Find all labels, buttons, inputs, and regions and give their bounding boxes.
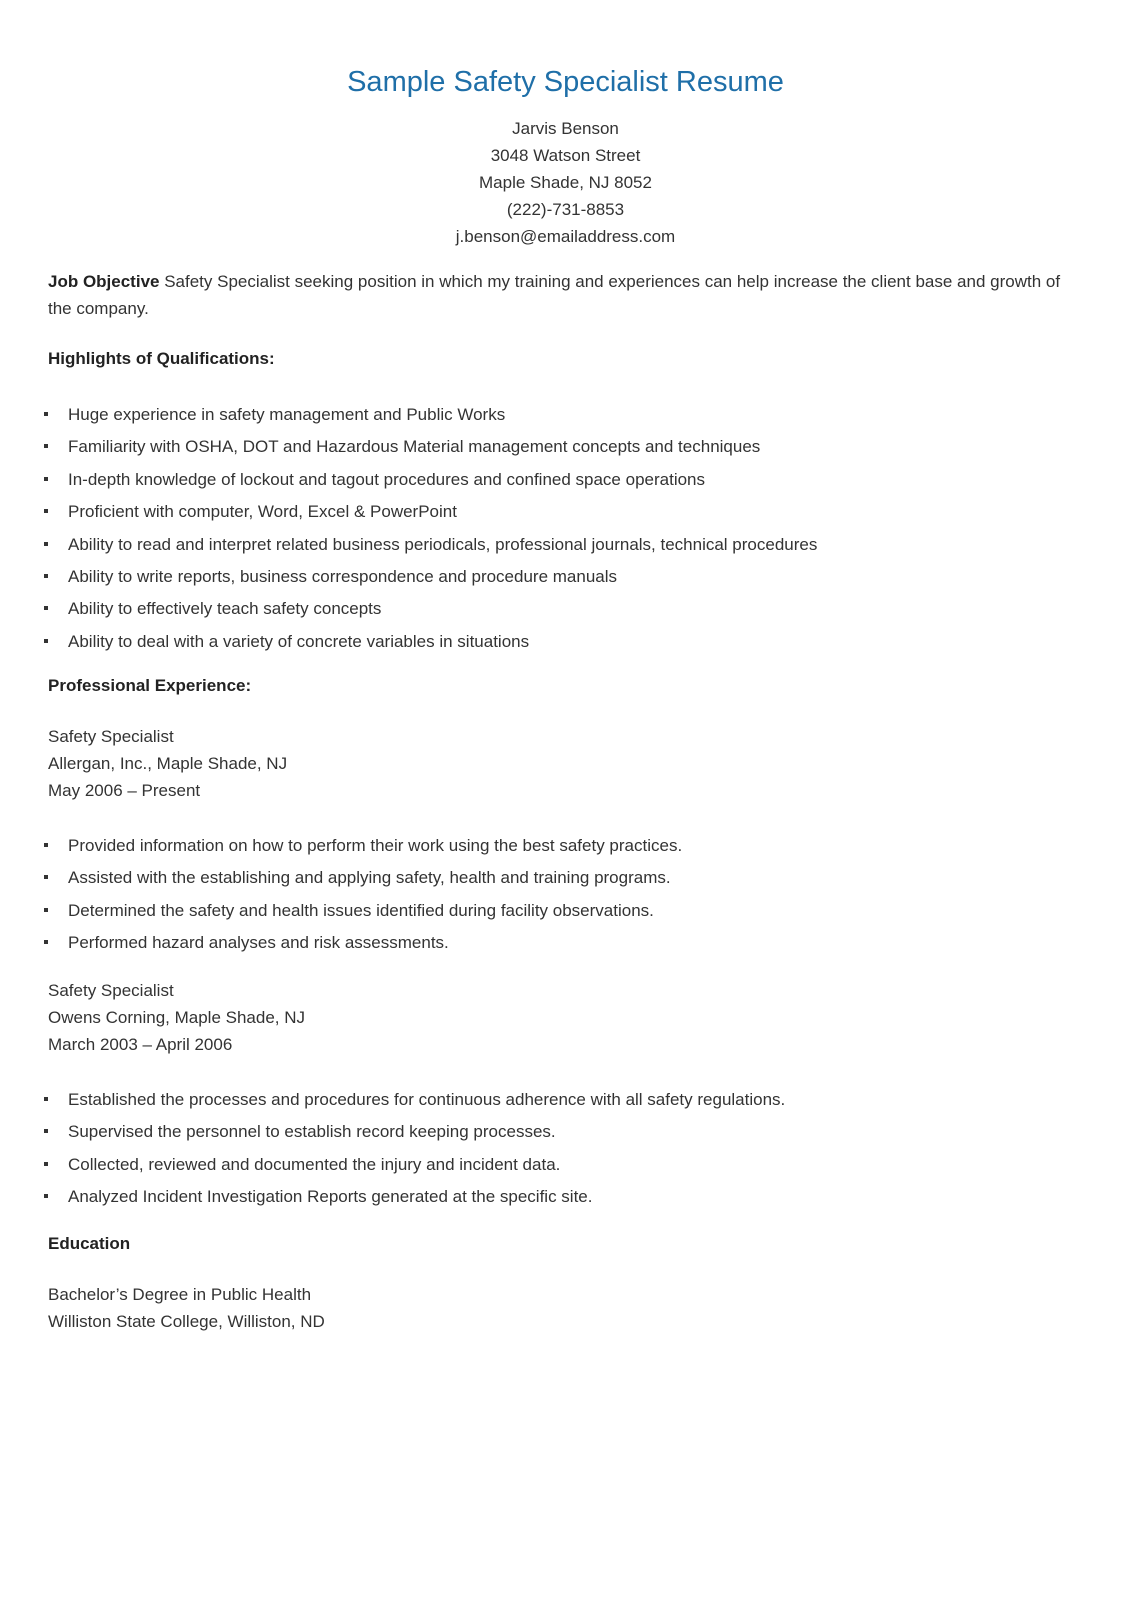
job-2-duties bbox=[44, 1086, 1084, 1216]
list-item-text: Supervised the personnel to establish record keeping processes. bbox=[68, 1122, 556, 1142]
list-item-text: Ability to deal with a variety of concrete variables in situations bbox=[68, 631, 530, 651]
bullet-icon bbox=[44, 1097, 48, 1101]
list-item-text: Proficient with computer, Word, Excel & PowerPoint bbox=[68, 502, 457, 522]
job-2-title: Safety Specialist bbox=[48, 981, 174, 1000]
highlights-list bbox=[44, 401, 1084, 660]
bullet-icon bbox=[44, 908, 48, 912]
bullet-icon bbox=[44, 1162, 48, 1166]
list-item-text: Ability to write reports, business correspondence and procedure manuals bbox=[68, 566, 618, 586]
contact-city: Maple Shade, NJ 8052 bbox=[479, 173, 652, 192]
list-item bbox=[44, 1151, 1084, 1183]
list-item-text: Assisted with the establishing and applying safety, health and training programs. bbox=[68, 868, 671, 888]
list-item bbox=[44, 1086, 1084, 1118]
bullet-icon bbox=[44, 444, 48, 448]
education-degree: Bachelor’s Degree in Public Health bbox=[48, 1285, 312, 1304]
list-item bbox=[44, 628, 1084, 660]
list-item bbox=[44, 531, 1084, 563]
contact-block bbox=[0, 115, 1131, 250]
list-item-text: Huge experience in safety management and Public Works bbox=[68, 405, 506, 424]
list-item-text: Analyzed Incident Investigation Reports generated at the specific site. bbox=[68, 1187, 593, 1207]
job-2-company: Owens Corning, Maple Shade, NJ bbox=[48, 1008, 306, 1027]
bullet-icon bbox=[44, 639, 48, 643]
job-objective-label: Job Objective bbox=[48, 272, 160, 291]
bullet-icon bbox=[44, 412, 48, 416]
education-school: Williston State College, Williston, ND bbox=[48, 1312, 325, 1331]
list-item bbox=[44, 563, 1084, 595]
bullet-icon bbox=[44, 606, 48, 610]
list-item-text: Collected, reviewed and documented the injury and incident data. bbox=[68, 1154, 561, 1174]
job-objective bbox=[48, 268, 1088, 322]
job-1-title: Safety Specialist bbox=[48, 727, 174, 746]
job-objective-text: Safety Specialist seeking position in which my training and experiences can help increase the client base and growth of the company. bbox=[48, 272, 1061, 318]
bullet-icon bbox=[44, 875, 48, 879]
bullet-icon bbox=[44, 1129, 48, 1133]
bullet-icon bbox=[44, 940, 48, 944]
list-item bbox=[44, 929, 1084, 961]
list-item-text: Familiarity with OSHA, DOT and Hazardous Material management concepts and techniques bbox=[68, 437, 761, 457]
list-item-text: In-depth knowledge of lockout and tagout procedures and confined space operations bbox=[68, 469, 706, 489]
list-item bbox=[44, 433, 1084, 465]
bullet-icon bbox=[44, 574, 48, 578]
job-1-duties bbox=[44, 832, 1084, 962]
list-item bbox=[44, 401, 1084, 433]
list-item bbox=[44, 1118, 1084, 1150]
job-1-dates: May 2006 – Present bbox=[48, 781, 201, 800]
contact-email: j.benson@emailaddress.com bbox=[455, 227, 676, 246]
highlights-heading: Highlights of Qualifications: bbox=[48, 349, 275, 368]
list-item bbox=[44, 832, 1084, 864]
list-item bbox=[44, 897, 1084, 929]
job-1-header bbox=[48, 723, 1088, 804]
bullet-icon bbox=[44, 843, 48, 847]
list-item bbox=[44, 1183, 1084, 1215]
job-2-dates: March 2003 – April 2006 bbox=[48, 1035, 233, 1054]
bullet-icon bbox=[44, 1194, 48, 1198]
bullet-icon bbox=[44, 509, 48, 513]
list-item bbox=[44, 498, 1084, 530]
list-item-text: Established the processes and procedures for continuous adherence with all safety regulations. bbox=[68, 1090, 786, 1109]
list-item-text: Ability to effectively teach safety concepts bbox=[68, 599, 382, 619]
job-2-header bbox=[48, 977, 1088, 1058]
list-item-text: Provided information on how to perform their work using the best safety practices. bbox=[68, 836, 683, 855]
bullet-icon bbox=[44, 542, 48, 546]
contact-street: 3048 Watson Street bbox=[490, 146, 641, 165]
experience-heading: Professional Experience: bbox=[48, 676, 252, 695]
education-block bbox=[48, 1281, 1088, 1335]
list-item-text: Determined the safety and health issues identified during facility observations. bbox=[68, 900, 654, 920]
list-item bbox=[44, 466, 1084, 498]
education-heading: Education bbox=[48, 1234, 131, 1253]
contact-name: Jarvis Benson bbox=[512, 119, 619, 138]
page-title: Sample Safety Specialist Resume bbox=[347, 66, 784, 98]
list-item bbox=[44, 595, 1084, 627]
job-1-company: Allergan, Inc., Maple Shade, NJ bbox=[48, 754, 288, 773]
list-item-text: Performed hazard analyses and risk assessments. bbox=[68, 933, 449, 953]
contact-phone: (222)-731-8853 bbox=[506, 200, 625, 219]
list-item bbox=[44, 864, 1084, 896]
bullet-icon bbox=[44, 477, 48, 481]
list-item-text: Ability to read and interpret related business periodicals, professional journals, technical procedures bbox=[68, 534, 818, 554]
